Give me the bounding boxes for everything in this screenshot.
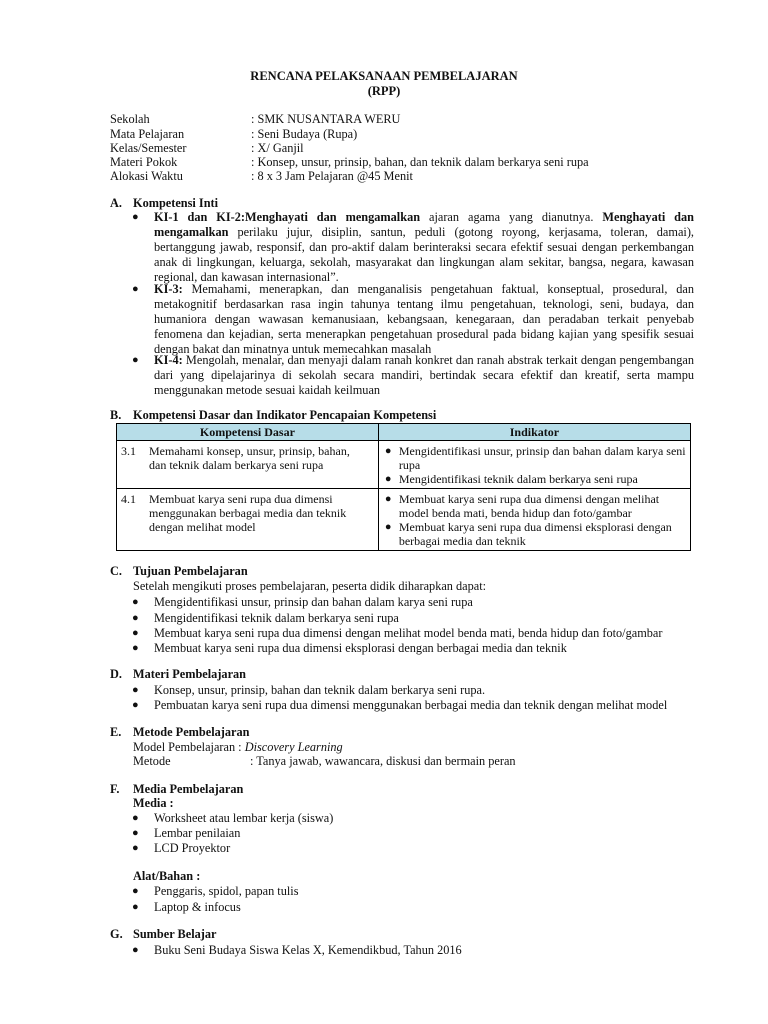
kd-text: Membuat karya seni rupa dua dimensi menggunakan berbagai media dan teknik dengan melihat model <box>149 492 347 534</box>
bullet-icon: ● <box>384 445 392 457</box>
section-title: Materi Pembelajaran <box>133 667 247 681</box>
bullet-icon: ● <box>132 812 139 824</box>
ki-4-item <box>132 353 694 398</box>
competency-table <box>116 423 691 551</box>
bullet-icon: ● <box>384 493 392 505</box>
indicator-item <box>383 492 686 520</box>
list-item-text: Pembuatan karya seni rupa dua dimensi menggunakan berbagai media dan teknik dengan melihat model <box>154 698 668 712</box>
ki-label: KI-1 dan KI-2: <box>154 210 246 224</box>
document-subtitle: (RPP) <box>367 84 401 98</box>
identity-label: Materi Pokok <box>110 155 178 169</box>
ki-4-text <box>154 353 694 398</box>
bullet-icon: ● <box>132 211 139 223</box>
list-item-text: Konsep, unsur, prinsip, bahan dan teknik dalam berkarya seni rupa. <box>154 683 486 697</box>
ki-text: Mengolah, menalar, dan menyaji dalam ranah konkret dan ranah abstrak terkait dengan pengembangan dari yang dipelajarinya di sekolah secara mandiri, bertindak secara efektif dan kreatif, serta mampu menggunakan metode sesuai kaidah keilmuan <box>154 353 694 397</box>
identity-label: Kelas/Semester <box>110 141 187 155</box>
section-letter: B. <box>110 408 122 422</box>
ki-1-2-item <box>132 210 694 285</box>
kd-number: 3.1 <box>121 444 136 458</box>
bullet-icon: ● <box>132 642 139 654</box>
list-item-text: Mengidentifikasi teknik dalam berkarya seni rupa <box>154 611 399 625</box>
section-letter: D. <box>110 667 122 681</box>
section-letter: C. <box>110 564 122 578</box>
ki-emphasis: Menghayati dan mengamalkan <box>154 210 695 239</box>
section-title: Tujuan Pembelajaran <box>133 564 248 578</box>
identity-label: Alokasi Waktu <box>110 169 183 183</box>
section-title: Media Pembelajaran <box>133 782 244 796</box>
identity-value: : X/ Ganjil <box>251 141 304 155</box>
section-letter: E. <box>110 725 122 739</box>
list-item-text: Worksheet atau lembar kerja (siswa) <box>154 811 334 825</box>
ki-label: KI-3: <box>154 282 183 296</box>
objective-intro: Setelah mengikuti proses pembelajaran, peserta didik diharapkan dapat: <box>133 579 487 593</box>
method-metode-label: Metode <box>133 754 171 768</box>
indicator-text: Mengidentifikasi unsur, prinsip dan bahan dalam karya seni rupa <box>398 444 686 472</box>
identity-value: : Seni Budaya (Rupa) <box>251 127 358 141</box>
method-metode-value: : Tanya jawab, wawancara, diskusi dan bermain peran <box>250 754 516 768</box>
section-letter: A. <box>110 196 122 210</box>
kd-number: 4.1 <box>121 492 136 506</box>
ki-text: perilaku jujur, disiplin, santun, peduli (gotong royong, kerjasama, toleran, damai), bertanggung jawab, responsif, dan pro-aktif dalam berinteraksi secara efektif sesuai dengan perkembangan anak di lingkungan, keluarga, sekolah, masyarakat dan lingkungan alam sekitar, bangsa, negara, kawasan regional, dan kawasan internasional”. <box>154 225 694 284</box>
list-item-text: Mengidentifikasi unsur, prinsip dan bahan dalam karya seni rupa <box>154 595 473 609</box>
ki-1-2-text <box>154 210 694 285</box>
indicator-text: Mengidentifikasi teknik dalam berkarya seni rupa <box>398 472 638 486</box>
table-row <box>117 441 691 489</box>
method-model-row <box>133 740 343 755</box>
document-title: RENCANA PELAKSANAAN PEMBELAJARAN <box>250 69 518 83</box>
tools-label: Alat/Bahan : <box>133 869 201 883</box>
bullet-icon: ● <box>132 684 139 696</box>
identity-value: : 8 x 3 Jam Pelajaran @45 Menit <box>251 169 413 183</box>
identity-value: : SMK NUSANTARA WERU <box>251 112 401 126</box>
kd-cell <box>117 489 379 551</box>
table-row <box>117 489 691 551</box>
bullet-icon: ● <box>132 627 139 639</box>
ki-3-item <box>132 282 694 357</box>
media-label: Media : <box>133 796 174 810</box>
identity-row-topic <box>110 155 710 170</box>
method-model-value: Discovery Learning <box>244 740 343 754</box>
bullet-icon: ● <box>132 944 139 956</box>
list-item-text: Membuat karya seni rupa dua dimensi eksplorasi dengan berbagai media dan teknik <box>154 641 567 655</box>
indicator-item <box>383 472 686 486</box>
identity-label: Mata Pelajaran <box>110 127 185 141</box>
ki-text: Memahami, menerapkan, dan menganalisis pengetahuan faktual, konseptual, prosedural, dan metakognitif berdasarkan rasa ingin tahunya tentang ilmu pengetahuan, teknologi, seni, budaya, dan humaniora dengan wawasan kemanusiaan, kebangsaan, kenegaraan, dan peradaban terkait penyebab fenomena dan kejadian, serta menerapkan pengetahuan prosedural pada bidang kajian yang spesifik sesuai dengan bakat dan minatnya untuk memecahkan masalah <box>154 282 694 356</box>
bullet-icon: ● <box>132 901 139 913</box>
table-header-indikator: Indikator <box>378 424 690 441</box>
kd-text: Memahami konsep, unsur, prinsip, bahan, dan teknik dalam berkarya seni rupa <box>149 444 350 472</box>
bullet-icon: ● <box>132 283 139 295</box>
ki-3-text <box>154 282 694 357</box>
section-letter: G. <box>110 927 123 941</box>
list-item-text: Buku Seni Budaya Siswa Kelas X, Kemendikbud, Tahun 2016 <box>154 943 462 957</box>
bullet-icon: ● <box>132 885 139 897</box>
bullet-icon: ● <box>384 521 392 533</box>
list-item-text: Lembar penilaian <box>154 826 241 840</box>
identity-row-subject <box>110 127 710 142</box>
indicator-cell <box>378 441 690 489</box>
bullet-icon: ● <box>132 596 139 608</box>
identity-value: : Konsep, unsur, prinsip, bahan, dan teknik dalam berkarya seni rupa <box>251 155 589 169</box>
identity-label: Sekolah <box>110 112 150 126</box>
list-item-text: Penggaris, spidol, papan tulis <box>154 884 299 898</box>
identity-row-school <box>110 112 710 127</box>
bullet-icon: ● <box>132 612 139 624</box>
section-title: Kompetensi Inti <box>133 196 219 210</box>
list-item-text: Laptop & infocus <box>154 900 241 914</box>
indicator-cell <box>378 489 690 551</box>
identity-row-time <box>110 169 710 184</box>
table-header-row <box>117 424 691 441</box>
indicator-text: Membuat karya seni rupa dua dimensi eksplorasi dengan berbagai media dan teknik <box>398 520 672 548</box>
indicator-text: Membuat karya seni rupa dua dimensi dengan melihat model benda mati, benda hidup dan foto/gambar <box>398 492 660 520</box>
ki-label: KI-4: <box>154 353 183 367</box>
section-title: Sumber Belajar <box>133 927 217 941</box>
list-item-text: Membuat karya seni rupa dua dimensi dengan melihat model benda mati, benda hidup dan foto/gambar <box>154 626 663 640</box>
section-title: Kompetensi Dasar dan Indikator Pencapaian Kompetensi <box>133 408 437 422</box>
kd-cell <box>117 441 379 489</box>
list-item-text: LCD Proyektor <box>154 841 231 855</box>
bullet-icon: ● <box>132 354 139 366</box>
bullet-icon: ● <box>132 699 139 711</box>
separator: : <box>235 740 245 754</box>
ki-emphasis: Menghayati dan mengamalkan <box>245 210 421 224</box>
method-model-label: Model Pembelajaran <box>133 740 236 754</box>
bullet-icon: ● <box>132 827 139 839</box>
section-letter: F. <box>110 782 120 796</box>
identity-row-class <box>110 141 710 156</box>
ki-text: ajaran agama yang dianutnya. <box>420 210 603 224</box>
indicator-item <box>383 444 686 472</box>
bullet-icon: ● <box>132 842 139 854</box>
table-header-kd: Kompetensi Dasar <box>117 424 379 441</box>
section-title: Metode Pembelajaran <box>133 725 250 739</box>
bullet-icon: ● <box>384 473 392 485</box>
indicator-item <box>383 520 686 548</box>
